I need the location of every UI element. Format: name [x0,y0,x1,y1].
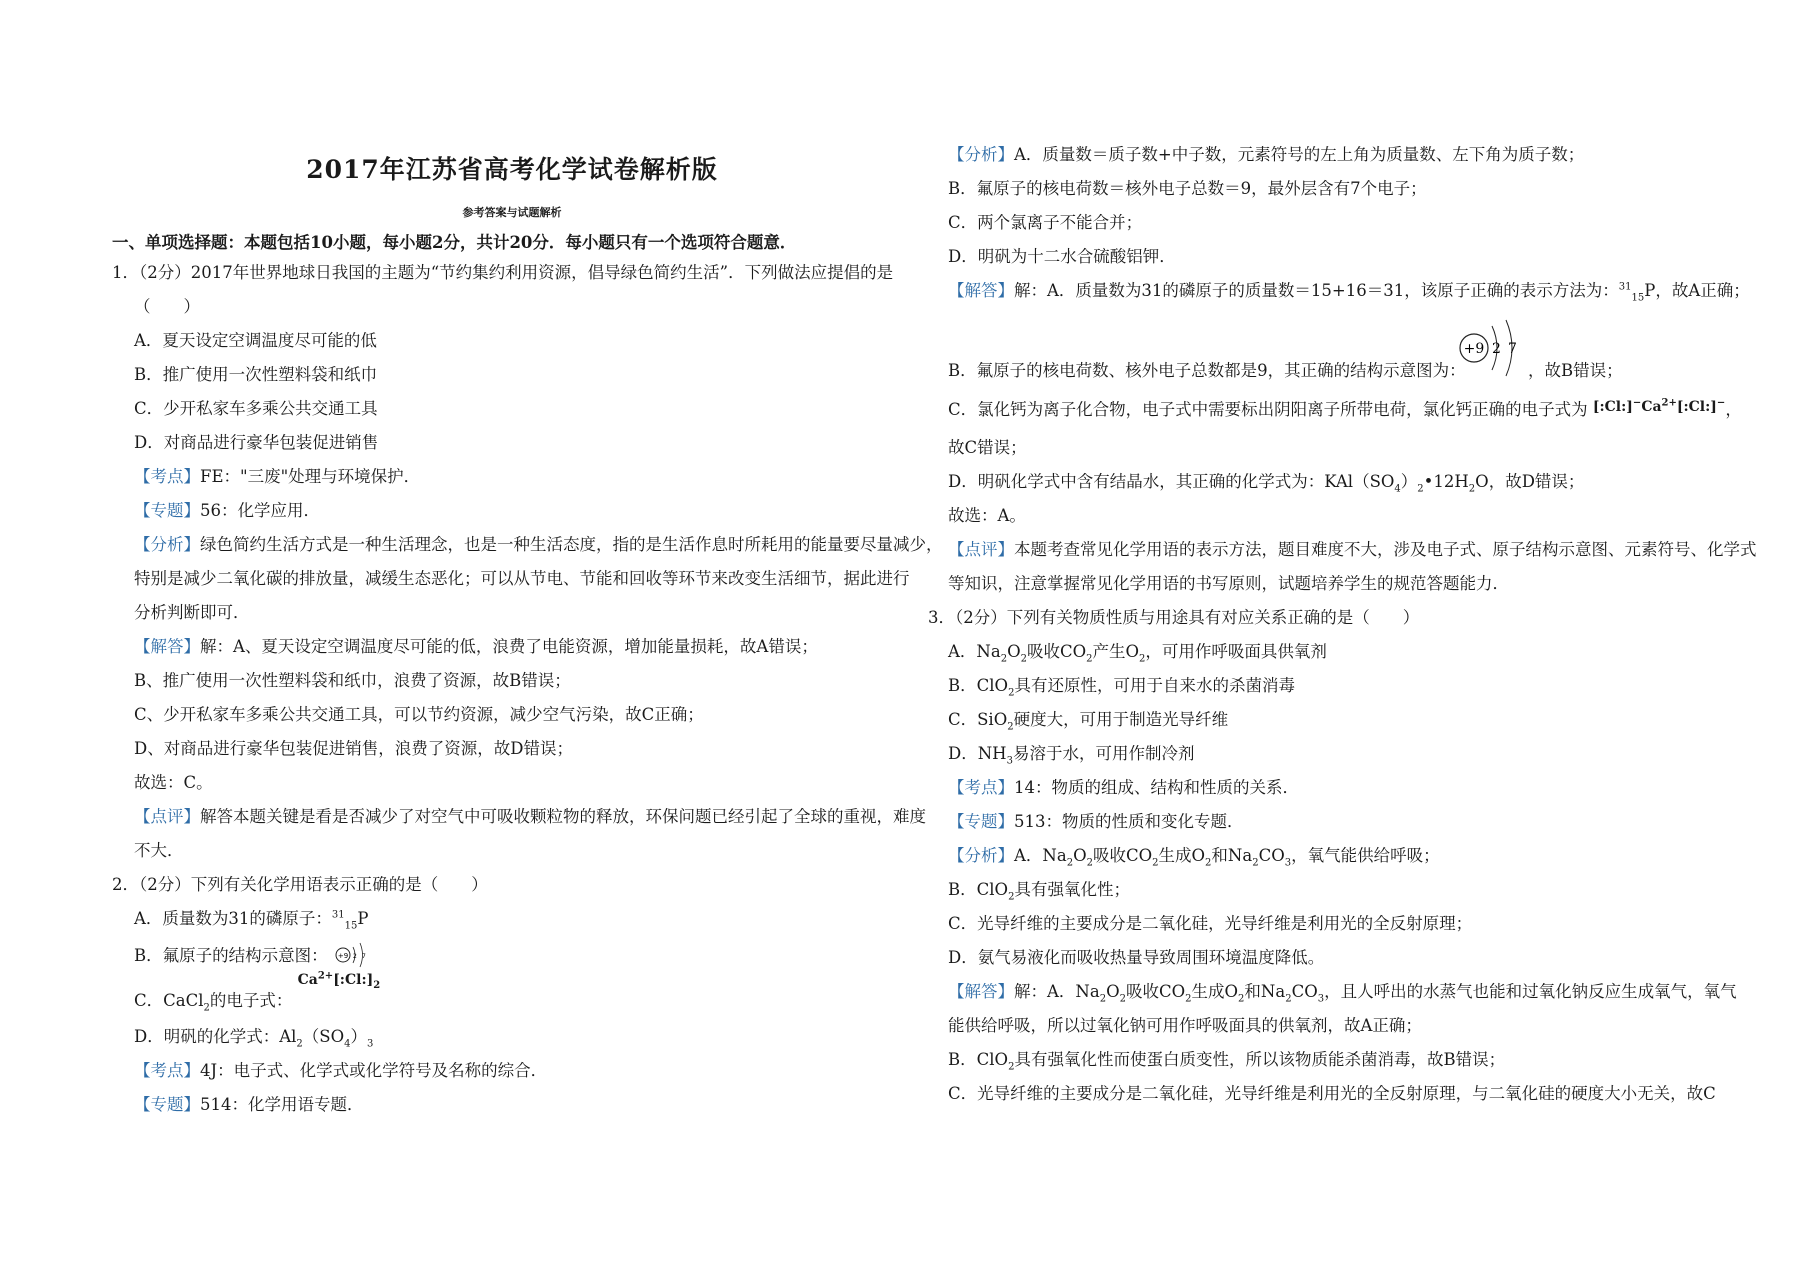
q1-fenxi-2: 特别是减少二氧化碳的排放量，减缓生态恶化；可以从节电、节能和回收等环节来改变生活细节，据此进行 [134,569,910,588]
svg-text:2: 2 [1492,341,1501,357]
q1-jieda: 【解答】解：A、夏天设定空调温度尽可能的低，浪费了电能资源，增加能量损耗，故A错误； [134,637,818,656]
page-subtitle: 参考答案与试题解析 [462,206,562,219]
tag-zhuanti: 【专题】 [134,501,200,520]
q2-fenxi-4: D．明矾为十二水合硫酸铝钾． [948,247,1176,266]
q3-fenxi: 【分析】A．$Na_2O_2$吸收$CO_2$生成$O_2$和$Na_2CO_3$，氧气能供给呼吸； [948,846,1440,869]
svg-text:+9: +9 [337,951,349,960]
q3-option-b: B．ClO$_2$具有还原性，可用于自来水的杀菌消毒 [948,676,1295,699]
q3-jieda-2: 能供给呼吸，所以过氧化钠可用作呼吸面具的供氧剂，故A正确； [948,1016,1422,1035]
q3-kaodian: 【考点】14：物质的组成、结构和性质的关系． [948,778,1299,797]
tag-kaodian: 【考点】 [134,467,200,486]
q1-stem: 1．（2分）2017年世界地球日我国的主题为“节约集约利用资源，倡导绿色简约生活”．下列做法应提倡的是 [112,263,894,282]
fluorine-structure-diagram [1454,308,1524,388]
q2-answer: 故选：A。 [948,506,1026,525]
q2-dianping-2: 等知识，注意掌握常见化学用语的书写原则，试题培养学生的规范答题能力． [948,574,1509,593]
q3-jieda-3: B．ClO$_2$具有强氧化性而使蛋白质变性，所以该物质能杀菌消毒，故B错误； [948,1050,1506,1073]
q1-kaodian: 【考点】FE："三废"处理与环境保护． [134,467,421,486]
cacl2-correct-electron-formula: [:Cl:]−Ca2+[:Cl:]− [1592,397,1726,415]
q1-jieda-4: D、对商品进行豪华包装促进销售，浪费了资源，故D错误； [134,739,573,758]
fluorine-small-diagram [333,939,373,975]
svg-text:2: 2 [352,952,357,960]
q1-jieda-2: B、推广使用一次性塑料袋和纸巾，浪费了资源，故B错误； [134,671,571,690]
cacl2-electron-formula: Ca2+[:Cl:]2 [297,970,381,991]
q1-option-d: D．对商品进行豪华包装促进销售 [134,433,379,452]
q3-fenxi-3: C．光导纤维的主要成分是二氧化硅，光导纤维是利用光的全反射原理； [948,914,1473,933]
q1-dianping-2: 不大． [134,841,184,860]
q2-jieda-3: C．氯化钙为离子化合物，电子式中需要标出阴阳离子所带电荷，氯化钙正确的电子式为 $^{[:Cl:]^-Ca^{2+}[:Cl:]^-}$， [948,397,1742,419]
page-title: 2017年江苏省高考化学试卷解析版 [306,155,718,184]
svg-text:+9: +9 [1463,341,1485,357]
q2-fenxi-3: C．两个氯离子不能合并； [948,213,1143,232]
section-heading: 一、单项选择题：本题包括10小题，每小题2分，共计20分．每小题只有一个选项符合题意． [112,233,797,252]
q2-stem: 2．（2分）下列有关化学用语表示正确的是（ ） [112,875,488,894]
q1-dianping: 【点评】解答本题关键是看是否减少了对空气中可吸收颗粒物的释放，环保问题已经引起了全球的重视，难度 [134,807,926,826]
tag-fenxi: 【分析】 [134,535,200,554]
q2-fenxi-2: B．氟原子的核电荷数＝核外电子总数＝9，最外层含有7个电子； [948,179,1427,198]
svg-text:7: 7 [361,952,366,960]
q2-option-a: A．质量数为31的磷原子：$^{31}_{15}$P [134,909,369,932]
q3-option-a: A．$Na_2O_2$吸收$CO_2$产生$O_2$，可用作呼吸面具供氧剂 [948,642,1327,665]
q3-jieda: 【解答】解：A．$Na_2O_2$吸收$CO_2$生成$O_2$和$Na_2CO_3$，且人呼出的水蒸气也能和过氧化钠反应生成氧气，氧气 [948,982,1737,1005]
tag-dianping: 【点评】 [134,807,200,826]
q1-zhuanti: 【专题】56：化学应用． [134,501,320,520]
q2-option-c: C．CaCl$_2$的电子式： $^{Ca^{2+}[:Cl:]_2}$ [134,970,381,1014]
left-column [112,150,943,1122]
q3-jieda-4: C．光导纤维的主要成分是二氧化硅，光导纤维是利用光的全反射原理，与二氧化硅的硬度大小无关，故C [948,1084,1716,1103]
q2-jieda-4: D．明矾化学式中含有结晶水，其正确的化学式为：$KAl(SO_4)_2•12H_2O$，故D错误； [948,472,1585,495]
q3-stem: 3．（2分）下列有关物质性质与用途具有对应关系正确的是（ ） [928,608,1420,627]
q2-jieda: 【解答】解：A．质量数为31的磷原子的质量数＝15+16＝31，该原子正确的表示方法为：$^{31}_{15}$P，故A正确； [948,281,1750,304]
q3-option-c: C．SiO$_2$硬度大，可用于制造光导纤维 [948,710,1229,733]
q2-option-d: D．明矾的化学式：$Al_2(SO_4)_3$ [134,1027,374,1050]
q3-fenxi-2: B．ClO$_2$具有强氧化性； [948,880,1130,903]
q1-option-a: A．夏天设定空调温度尽可能的低 [134,331,377,350]
q2-option-b: B．氟原子的结构示意图： +9 2 7 [112,936,912,976]
q1-jieda-3: C、少开私家车多乘公共交通工具，可以节约资源，减少空气污染，故C正确； [134,705,704,724]
q3-option-d: D．$NH_3$易溶于水，可用作制冷剂 [948,744,1195,767]
q1-option-c: C．少开私家车多乘公共交通工具 [134,399,378,418]
q1-option-b: B．推广使用一次性塑料袋和纸巾 [134,365,378,384]
q2-kaodian: 【考点】4J：电子式、化学式或化学符号及名称的综合． [134,1061,548,1080]
q2-jieda-2: B．氟原子的核电荷数、核外电子总数都是9，其正确的结构示意图为： +9 2 7 ，故B错误； [948,308,1728,390]
q2-fenxi: 【分析】A．质量数＝质子数+中子数，元素符号的左上角为质量数、左下角为质子数； [948,145,1585,164]
svg-text:7: 7 [1508,341,1517,357]
q2-zhuanti: 【专题】514：化学用语专题． [134,1095,364,1114]
q1-fenxi: 【分析】绿色简约生活方式是一种生活理念，也是一种生活态度，指的是生活作息时所耗用的能量要尽量减少， [134,535,943,554]
q1-fenxi-3: 分析判断即可． [134,603,250,622]
q2-jieda-3c: 故C错误； [948,438,1027,457]
right-column [928,138,1757,1111]
q1-stem-bracket: （ ） [134,297,200,316]
q1-answer: 故选：C。 [134,773,213,792]
q3-fenxi-4: D．氨气易液化而吸收热量导致周围环境温度降低。 [948,948,1325,967]
q3-zhuanti: 【专题】513：物质的性质和变化专题． [948,812,1244,831]
tag-jieda: 【解答】 [134,637,200,656]
q2-dianping: 【点评】本题考查常见化学用语的表示方法，题目难度不大，涉及电子式、原子结构示意图、元素符号、化学式 [948,540,1757,559]
